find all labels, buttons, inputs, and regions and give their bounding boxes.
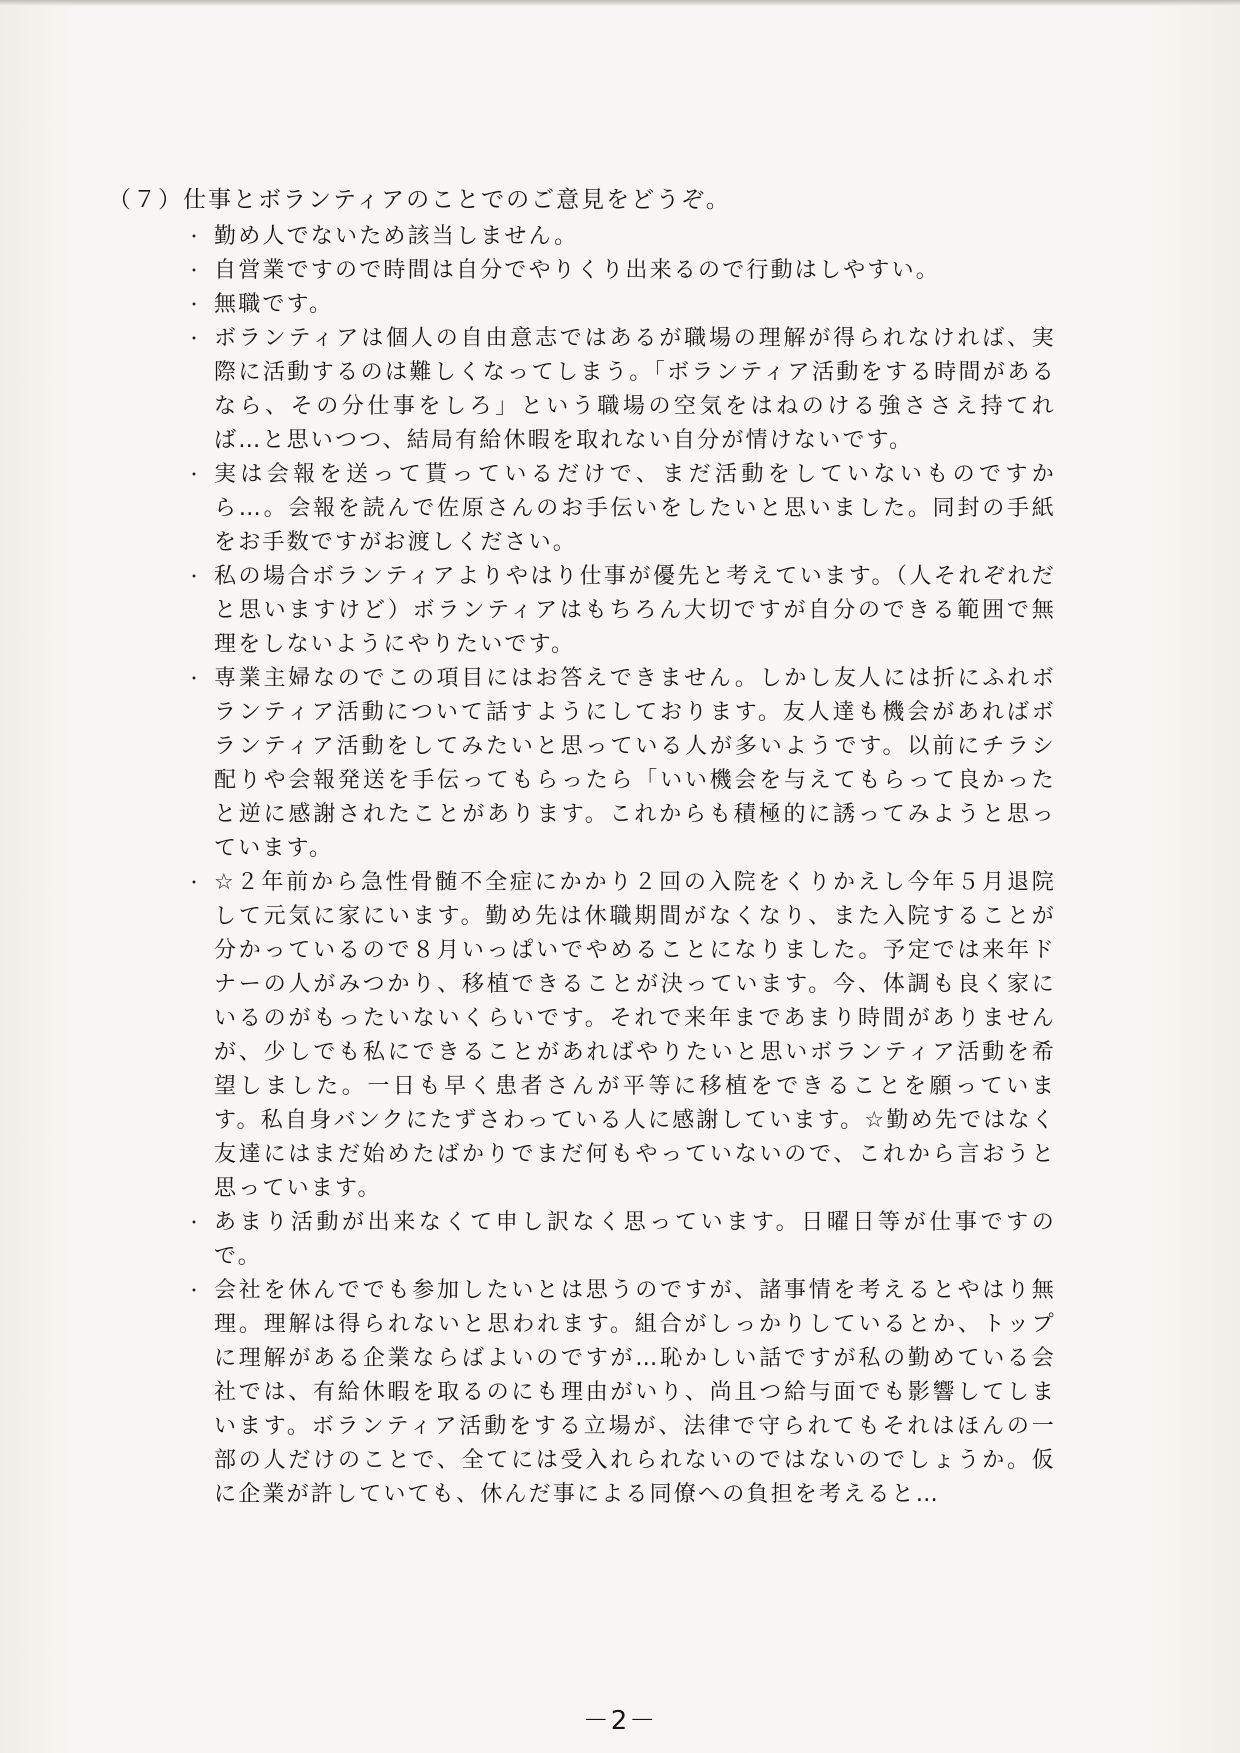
- comment-item: ・ あまり活動が出来なくて申し訳なく思っています。日曜日等が仕事ですので。: [186, 1206, 1056, 1274]
- question-heading: （７）仕事とボランティアのことでのご意見をどうぞ。: [108, 187, 731, 213]
- comment-item: ・ 自営業ですので時間は自分でやりくり出来るので行動はしやすい。: [186, 254, 1056, 288]
- comment-item: ・ 無職です。: [186, 288, 1056, 322]
- comment-item: ・ ☆２年前から急性骨髄不全症にかかり２回の入院をくりかえし今年５月退院して元気に家にいます。勤め先は休職期間がなくなり、また入院することが分かっているので８月いっぱいでやめることになりました。予定では来年ドナーの人がみつかり、移植できることが決っています。今、体調も良く家にいるのがもったいないくらいです。それで来年まであまり時間がありませんが、少しでも私にできることがあればやりたいと思いボランティア活動を希望しました。一日も早く患者さんが平等に移植をできることを願っています。私自身バンクにたずさわっている人に感謝しています。☆勤め先ではなく友達にはまだ始めたばかりでまだ何もやっていないので、これから言おうと思っています。: [186, 866, 1056, 1206]
- comment-item: ・ 勤め人でないため該当しません。: [186, 220, 1056, 254]
- comment-item: ・ 私の場合ボランティアよりやはり仕事が優先と考えています。（人それぞれだと思いますけど）ボランティアはもちろん大切ですが自分のできる範囲で無理をしないようにやりたいです。: [186, 560, 1056, 662]
- comment-item: ・ 会社を休んででも参加したいとは思うのですが、諸事情を考えるとやはり無理。理解は得られないと思われます。組合がしっかりしているとか、トップに理解がある企業ならばよいのですが…恥かしい話ですが私の勤めている会社では、有給休暇を取るのにも理由がいり、尚且つ給与面でも影響してしまいます。ボランティア活動をする立場が、法律で守られてもそれはほんの一部の人だけのことで、全てには受入れられないのではないのでしょうか。仮に企業が許していても、休んだ事による同僚への負担を考えると…: [186, 1274, 1056, 1512]
- comment-item: ・ 実は会報を送って貰っているだけで、まだ活動をしていないものですから…。会報を読んで佐原さんのお手伝いをしたいと思いました。同封の手紙をお手数ですがお渡しください。: [186, 458, 1056, 560]
- comment-list: [186, 220, 1056, 1512]
- scan-edge: [0, 0, 1240, 6]
- comment-item: ・ ボランティアは個人の自由意志ではあるが職場の理解が得られなければ、実際に活動するのは難しくなってしまう。「ボランティア活動をする時間があるなら、その分仕事をしろ」という職場の空気をはねのける強ささえ持てれば…と思いつつ、結局有給休暇を取れない自分が情けないです。: [186, 322, 1056, 458]
- comment-item: ・ 専業主婦なのでこの項目にはお答えできません。しかし友人には折にふれボランティア活動について話すようにしております。友人達も機会があればボランティア活動をしてみたいと思っている人が多いようです。以前にチラシ配りや会報発送を手伝ってもらったら「いい機会を与えてもらって良かったと逆に感謝されたことがあります。これからも積極的に誘ってみようと思っています。: [186, 662, 1056, 866]
- page-number: －2－: [582, 1706, 658, 1736]
